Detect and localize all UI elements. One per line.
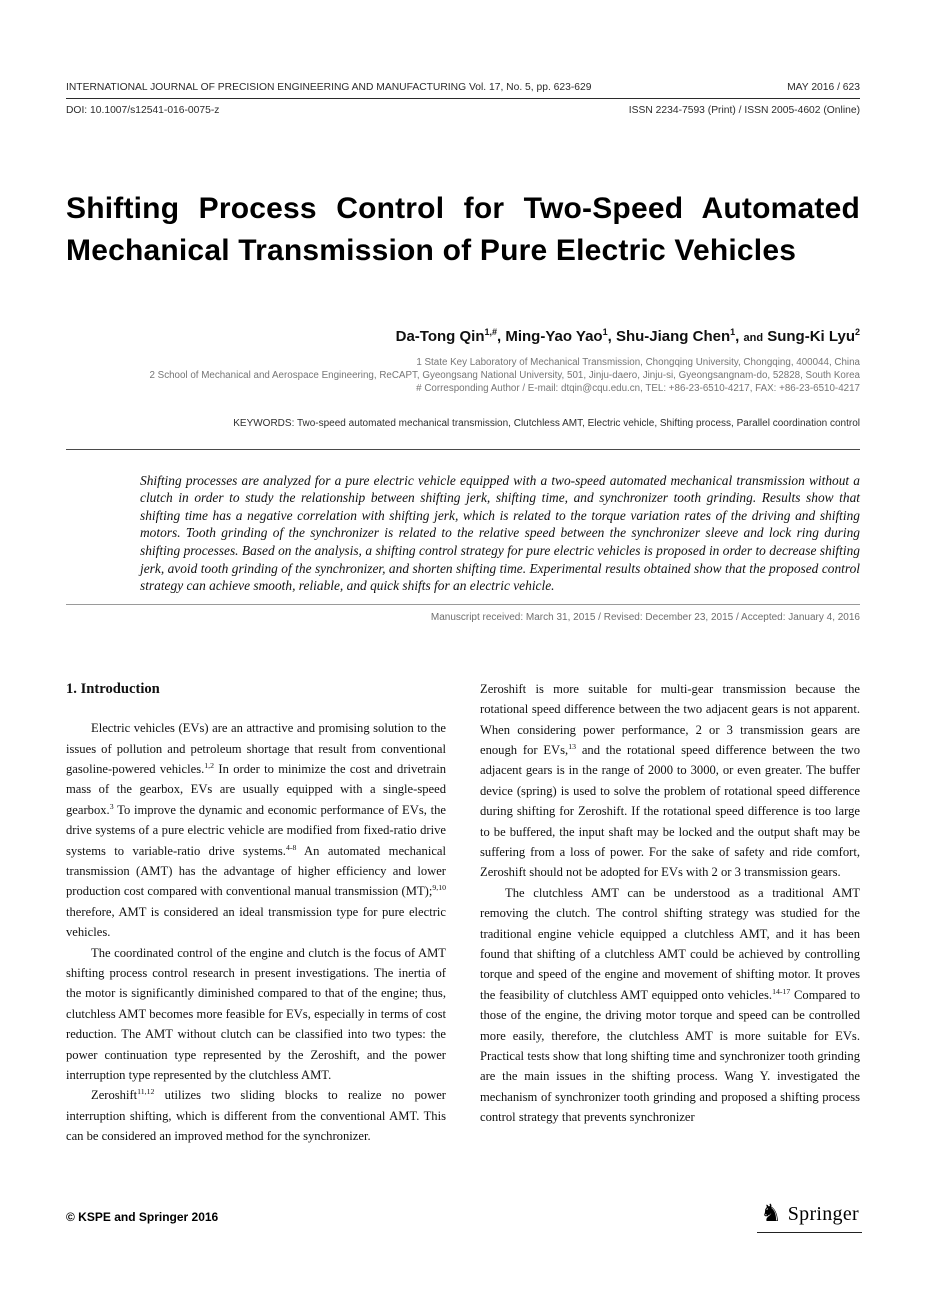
abstract: Shifting processes are analyzed for a pure electric vehicle equipped with a two-speed automated mechanical transmission without a clutch in order to study the relationship between shifting jerk, shifting time, and synchronizer tooth grinding. Results show that shifting time has a negative correlation with shifting jerk, which is related to the torque variation rates of the driving and shifting motors. Tooth grinding of the synchronizer is related to the relative speed between the synchronizer sleeve and lock ring during shifting processes. Based on the analysis, a shifting control strategy for pure electric vehicles is proposed in order to decrease shifting jerk, avoid tooth grinding of the synchronizer, and shorten shifting time. Experimental results obtained show that the proposed control strategy can achieve smooth, reliable, and quick shifts for an electric vehicle. (140, 472, 860, 594)
paragraph: Zeroshift is more suitable for multi-gear transmission because the rotational speed difference between the two adjacent gears is not apparent. When considering power performance, 2 or 3 transmission gears are enough for EVs,$^{13}$ and the rotational speed difference between the two adjacent gears is in the range of 2000 to 3000, or even greater. The buffer device (spring) is used to solve the problem of rotational speed difference during shifting for Zeroshift. If the rotational speed difference is too large to be buffered, the input shaft may be locked and the output shaft may be suffering from a loss of power. For the sake of safety and ride comfort, Zeroshift should not be adopted for EVs with 2 or 3 transmission gears. (480, 681, 860, 880)
journal-title: INTERNATIONAL JOURNAL OF PRECISION ENGINEERING AND MANUFACTURING Vol. 17, No. 5, pp. 623-629 (66, 82, 592, 93)
springer-wordmark: Springer (787, 1202, 859, 1225)
page-footer (66, 1200, 862, 1233)
author-block (66, 328, 860, 429)
paper-title-line2: Mechanical Transmission of Pure Electric Vehicles (66, 234, 797, 267)
affiliations (66, 356, 860, 396)
paragraph: Zeroshift$^{11,12}$ utilizes two sliding blocks to realize no power interruption shifting, which is different from the conventional AMT. This can be considered an improved method for the synchronizer. (66, 1087, 446, 1144)
abstract-top-rule (66, 449, 860, 450)
springer-logo (757, 1200, 862, 1233)
authors: Da-Tong Qin$^{1,\#}$, Ming-Yao Yao$^1$, Shu-Jiang Chen$^1$, and Sung-Ki Lyu$^2$ (395, 327, 860, 345)
paper-title-line1: Shifting Process Control for Two-Speed Automated (66, 192, 860, 225)
section-heading-introduction: 1. Introduction (66, 680, 160, 697)
issn: ISSN 2234-7593 (Print) / ISSN 2005-4602 (Online) (628, 105, 860, 116)
affiliation-2: 2 School of Mechanical and Aerospace Engineering, ReCAPT, Gyeongsang National University, 501, Jinju-daero, Jinju-si, Gyeongsangnam-do, 52828, South Korea (149, 370, 860, 382)
affiliation-1: 1 State Key Laboratory of Mechanical Transmission, Chongqing University, Chongqing, 400044, China (416, 357, 860, 368)
left-column (66, 679, 446, 1147)
springer-horse-icon: ♞ (760, 1201, 782, 1227)
paragraph: Electric vehicles (EVs) are an attractive and promising solution to the issues of pollution and petroleum shortage that result from conventional gasoline-powered vehicles.$^{1,2}$ In order to minimize the cost and drivetrain mass of the gearbox, EVs are usually equipped with a single-speed gearbox.$^3$ To improve the dynamic and economic performance of EVs, the drive systems of a pure electric vehicle are modified from fixed-ratio drive systems to variable-ratio drive systems.$^{4-8}$ An automated mechanical transmission (AMT) has the advantage of higher efficiency and lower production cost compared with conventional manual transmission (MT);$^{9,10}$ therefore, AMT is considered an ideal transmission type for pure electric vehicles. (66, 721, 446, 940)
keywords-line: KEYWORDS: Two-speed automated mechanical transmission, Clutchless AMT, Electric vehicle, Shifting process, Parallel coordination control (233, 417, 860, 429)
header-rule (66, 98, 860, 99)
issue-page-info: MAY 2016 / 623 (787, 82, 860, 93)
paragraph: The coordinated control of the engine and clutch is the focus of AMT shifting process control research in present investigations. The inertia of the motor is significantly diminished compared to that of the engine; thus, clutchless AMT becomes more feasible for EVs, especially in terms of cost reduction. The AMT without clutch can be classified into two types: the power continuation type represented by the Zeroshift, and the power interruption type represented by the clutchless AMT. (66, 945, 446, 1083)
header-row-2 (66, 105, 860, 116)
copyright: © KSPE and Springer 2016 (66, 1210, 219, 1224)
corresponding-author-line: # Corresponding Author / E-mail: dtqin@cqu.edu.cn, TEL: +86-23-6510-4217, FAX: +86-23-6510-4217 (416, 383, 860, 395)
abstract-bottom-rule (66, 604, 860, 605)
manuscript-dates: Manuscript received: March 31, 2015 / Revised: December 23, 2015 / Accepted: January 4, 2016 (430, 611, 860, 623)
header-row-1 (66, 82, 860, 93)
paper-title (66, 188, 860, 272)
right-column (480, 679, 860, 1147)
paragraph: The clutchless AMT can be understood as a traditional AMT removing the clutch. The control shifting strategy was studied for the traditional engine vehicle equipped a clutchless AMT, and it has been found that shifting of a clutchless AMT could be achieved by controlling torque and speed of the engine and movement of shifting motor. It proves the feasibility of clutchless AMT equipped onto vehicles.$^{14-17}$ Compared to those of the engine, the driving motor torque and speed can be controlled more easily, therefore, the clutchless AMT is more suitable for EVs. Practical tests show that long shifting time and synchronizer tooth grinding are the main issues in the shifting process. Wang Y. investigated the mechanism of synchronizer tooth grinding and proposed a shifting process control strategy that prevents synchronizer (480, 885, 860, 1125)
article-body (66, 679, 860, 1147)
doi: DOI: 10.1007/s12541-016-0075-z (66, 105, 220, 116)
page-header (66, 82, 860, 116)
